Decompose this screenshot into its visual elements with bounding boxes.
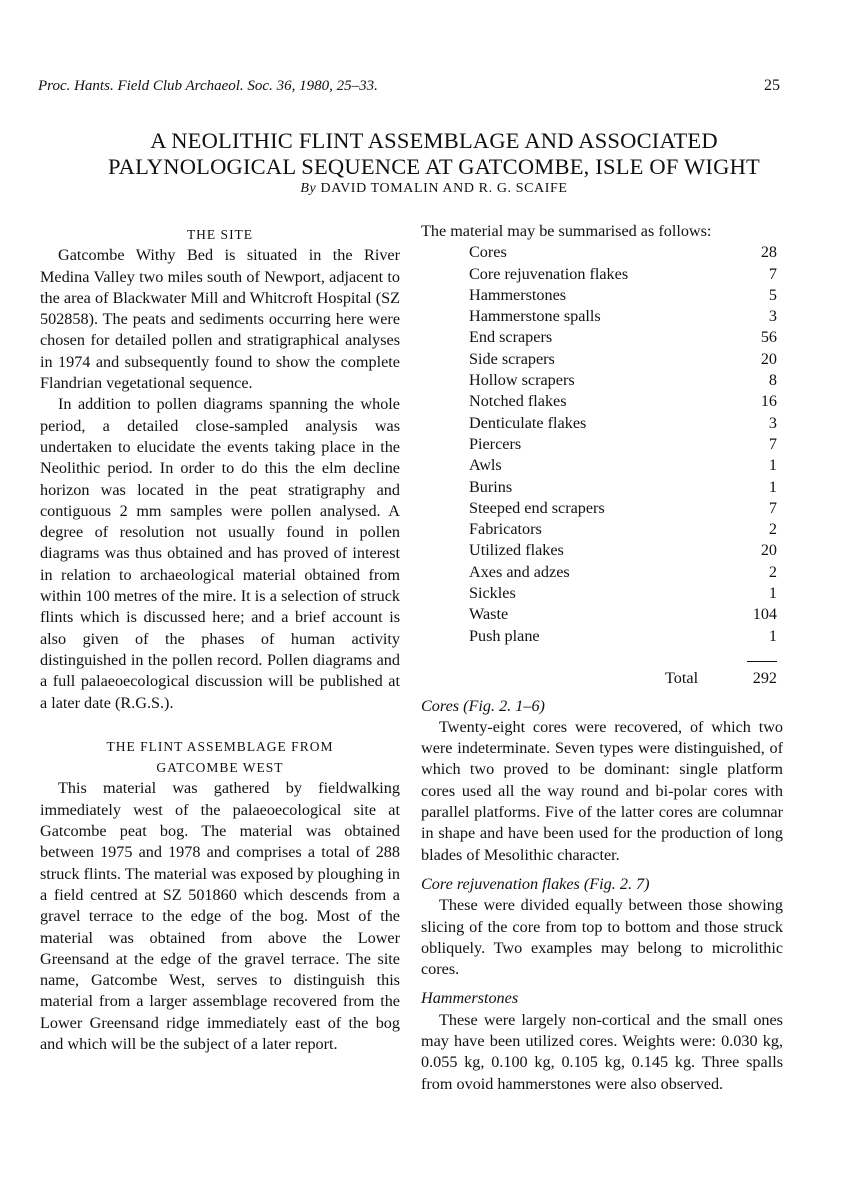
summary-item-label: Awls bbox=[469, 456, 502, 475]
summary-item-count: 16 bbox=[760, 392, 777, 411]
summary-item-label: Hollow scrapers bbox=[469, 371, 575, 390]
summary-item-count: 5 bbox=[768, 285, 777, 304]
summary-item-label: Burins bbox=[469, 477, 513, 496]
summary-item-count: 1 bbox=[768, 477, 777, 496]
summary-item-count: 7 bbox=[768, 498, 777, 517]
summary-item-label: Utilized flakes bbox=[469, 541, 564, 560]
summary-item-label: Sickles bbox=[469, 584, 516, 603]
summary-item-label: Core rejuvenation flakes bbox=[469, 264, 629, 283]
title-line-1: A NEOLITHIC FLINT ASSEMBLAGE AND ASSOCIATED bbox=[150, 128, 718, 153]
summary-item-count: 7 bbox=[768, 434, 777, 453]
flint-paragraph-1: This material was gathered by fieldwalking immediately west of the palaeoecological site at Gatcombe peat bog. The material was obtained between 1975 and 1978 and comprises a total of 288 struck flints. The material was exposed by ploughing in a field centred at SZ 501860 which descends from a gravel terrace to the edge of the bog. Most of the material was obtained from above the Lower Greensand at the edge of the gravel terrace. The site name, Gatcombe West, serves to distinguish this material from a larger assemblage recovered from the Lower Greensand ridge immediately east of the bog and which will be the subject of a later report. bbox=[40, 779, 400, 1053]
summary-item-label: Steeped end scrapers bbox=[469, 498, 605, 517]
summary-item-label: Axes and adzes bbox=[469, 562, 570, 581]
article-title bbox=[30, 128, 838, 180]
byline bbox=[30, 181, 838, 197]
summary-row bbox=[469, 498, 781, 519]
summary-row bbox=[469, 306, 781, 327]
section-gap bbox=[40, 714, 400, 736]
summary-row bbox=[469, 370, 781, 391]
summary-item-label: Denticulate flakes bbox=[469, 413, 587, 432]
summary-item-count: 20 bbox=[760, 541, 777, 560]
summary-row bbox=[469, 349, 781, 370]
summary-item-count: 7 bbox=[768, 264, 777, 283]
summary-item-count: 20 bbox=[760, 349, 777, 368]
summary-item-label: Cores bbox=[469, 243, 507, 262]
summary-item-label: Notched flakes bbox=[469, 392, 567, 411]
summary-item-count: 2 bbox=[768, 562, 777, 581]
flint-heading-line-2: GATCOMBE WEST bbox=[156, 760, 284, 776]
summary-item-count: 8 bbox=[768, 371, 777, 390]
site-paragraph-1: Gatcombe Withy Bed is situated in the River Medina Valley two miles south of Newport, adjacent to the area of Blackwater Mill and Whitcroft Hospital (SZ 502858). The peats and sediments occurring here were chosen for detailed pollen and stratigraphical analyses in 1974 and subsequently found to show the complete Flandrian vegetational sequence. bbox=[40, 246, 400, 393]
summary-table-body bbox=[469, 242, 781, 689]
site-paragraph-2: In addition to pollen diagrams spanning the whole period, a detailed close-sampled analysis was undertaken to elucidate the events taking place in the Neolithic period. In order to do this the elm decline horizon was located in the peat stratigraphy and contiguous 2 mm samples were pollen analysed. A degree of resolution not usually found in pollen diagrams was thus obtained and has proved of interest in relation to archaeological material obtained from within 100 metres of the mire. It is a selection of struck flints which is discussed here; and a brief account is also given of the phases of human activity distinguished in the pollen record. Pollen diagrams and a full palaeoecological discussion will be published at a later date (R.G.S.). bbox=[40, 395, 400, 712]
cores-paragraph: Twenty-eight cores were recovered, of which two were indeterminate. Seven types were distinguished, of which two proved to be dominant: single platform cores used all the way round and bi-polar cores with parallel platforms. Five of the latter cores are columnar in shape and have been used for the production of long blades of Mesolithic character. bbox=[421, 717, 783, 864]
rejuvenation-heading: Core rejuvenation flakes bbox=[421, 874, 580, 893]
summary-row bbox=[469, 434, 781, 455]
summary-item-count: 3 bbox=[768, 307, 777, 326]
summary-row bbox=[469, 519, 781, 540]
right-column bbox=[421, 221, 783, 1095]
running-head: Proc. Hants. Field Club Archaeol. Soc. 36, 1980, 25–33. bbox=[38, 78, 378, 94]
summary-row bbox=[469, 285, 781, 306]
summary-total-row bbox=[469, 668, 781, 689]
rejuvenation-heading-line bbox=[421, 874, 783, 895]
summary-item-count: 28 bbox=[760, 243, 777, 262]
summary-row bbox=[469, 604, 781, 625]
summary-row bbox=[469, 626, 781, 647]
summary-item-label: Hammerstones bbox=[469, 285, 567, 304]
summary-row bbox=[469, 540, 781, 561]
summary-rule-row bbox=[469, 647, 781, 668]
summary-row bbox=[469, 391, 781, 412]
summary-item-count: 3 bbox=[768, 413, 777, 432]
rejuvenation-figure-ref: (Fig. 2. 7) bbox=[579, 874, 650, 893]
left-column bbox=[40, 224, 400, 1055]
summary-item-count: 1 bbox=[768, 456, 777, 475]
total-value: 292 bbox=[752, 669, 777, 688]
hammerstones-heading: Hammerstones bbox=[421, 989, 519, 1008]
summary-item-count: 56 bbox=[760, 328, 777, 347]
summary-table bbox=[469, 242, 781, 689]
page-number: 25 bbox=[764, 77, 780, 94]
summary-row bbox=[469, 455, 781, 476]
cores-heading-line bbox=[421, 696, 783, 717]
flint-heading-line-1: THE FLINT ASSEMBLAGE FROM bbox=[106, 738, 334, 754]
summary-item-label: Waste bbox=[469, 605, 509, 624]
hammerstones-paragraph: These were largely non-cortical and the small ones may have been utilized cores. Weights were: 0.030 kg, 0.055 kg, 0.100 kg, 0.105 kg, 0.145 kg. Three spalls from ovoid hammerstones were also observed. bbox=[421, 1010, 783, 1093]
summary-row bbox=[469, 477, 781, 498]
summary-item-count: 2 bbox=[768, 520, 777, 539]
hammerstones-heading-line bbox=[421, 988, 783, 1009]
summary-item-count: 104 bbox=[752, 605, 777, 624]
site-heading: THE SITE bbox=[186, 227, 254, 242]
summary-item-label: Piercers bbox=[469, 434, 522, 453]
total-rule bbox=[747, 661, 777, 662]
summary-item-label: Fabricators bbox=[469, 520, 542, 539]
cores-figure-ref: (Fig. 2. 1–6) bbox=[459, 696, 545, 715]
summary-item-label: End scrapers bbox=[469, 328, 553, 347]
summary-row bbox=[469, 242, 781, 263]
summary-intro: The material may be summarised as follows: bbox=[421, 222, 712, 240]
title-line-2: PALYNOLOGICAL SEQUENCE AT GATCOMBE, ISLE OF WIGHT bbox=[108, 154, 760, 179]
byline-by: By bbox=[300, 181, 317, 196]
summary-item-count: 1 bbox=[768, 584, 777, 603]
summary-row bbox=[469, 583, 781, 604]
summary-item-label: Push plane bbox=[469, 626, 540, 645]
summary-item-count: 1 bbox=[768, 626, 777, 645]
summary-row bbox=[469, 264, 781, 285]
summary-row bbox=[469, 327, 781, 348]
byline-authors: DAVID TOMALIN AND R. G. SCAIFE bbox=[320, 181, 568, 196]
summary-row bbox=[469, 562, 781, 583]
rejuvenation-paragraph: These were divided equally between those showing slicing of the core from top to bottom and those struck obliquely. Two examples may belong to microlithic cores. bbox=[421, 896, 783, 979]
summary-row bbox=[469, 413, 781, 434]
cores-heading: Cores bbox=[421, 696, 460, 715]
total-label: Total bbox=[665, 669, 699, 688]
summary-item-label: Side scrapers bbox=[469, 349, 555, 368]
summary-item-label: Hammerstone spalls bbox=[469, 307, 601, 326]
